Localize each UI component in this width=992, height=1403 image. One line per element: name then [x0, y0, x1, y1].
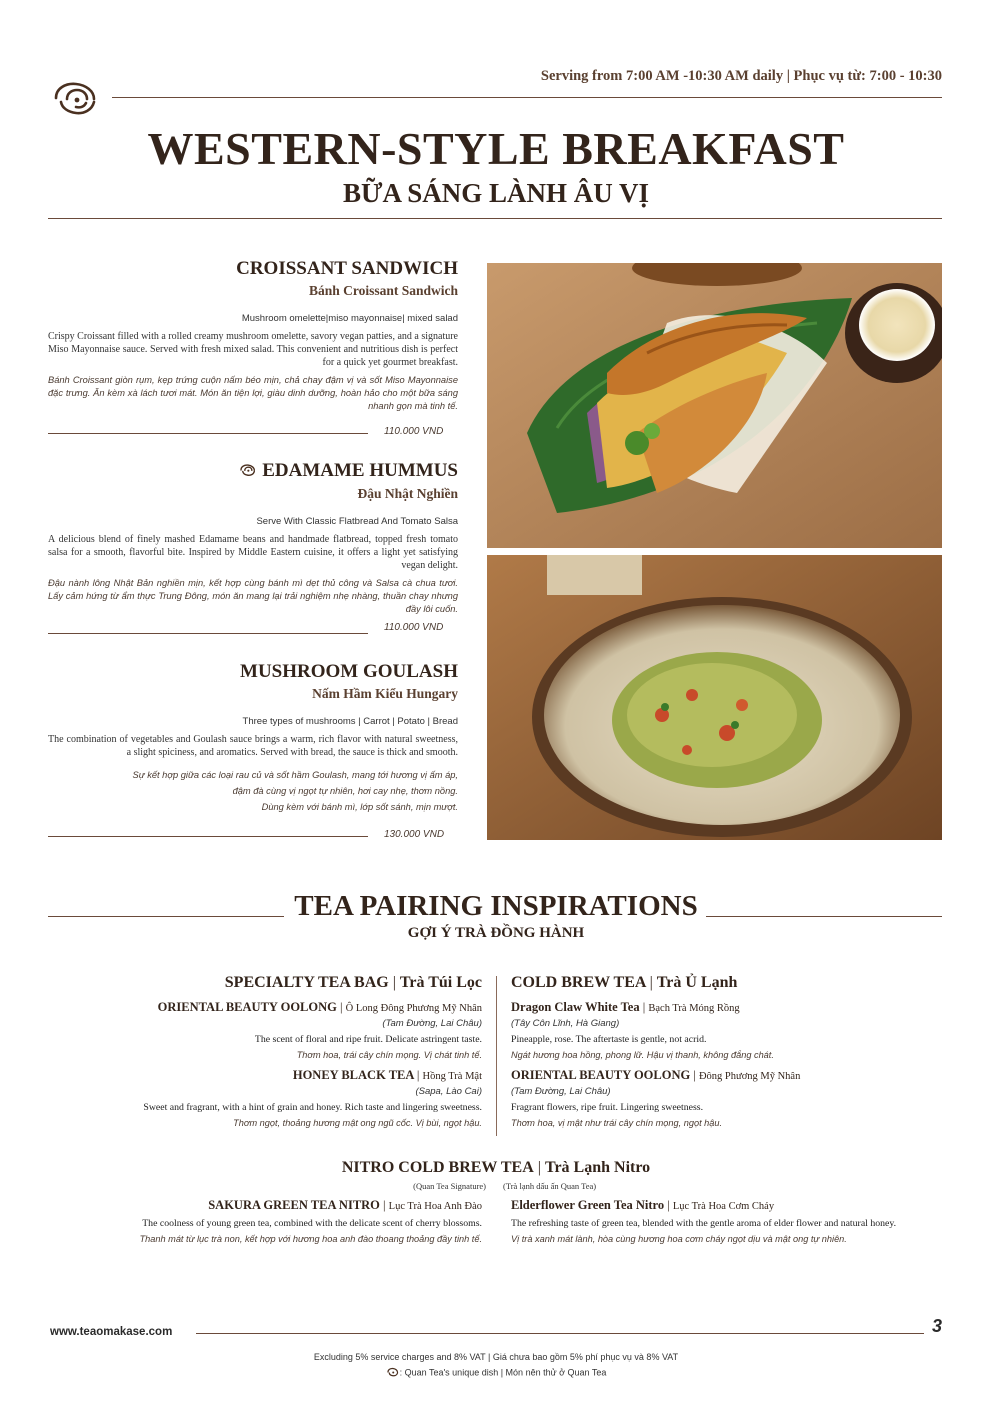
tea-description-vi: Vị trà xanh mát lành, hòa cùng hương hoa cơm cháy ngọt dịu và mật ong tự nhiên.: [511, 1234, 847, 1244]
tea-name: Dragon Claw White Tea | Bạch Trà Móng Rồng: [511, 1000, 740, 1014]
nitro-heading: NITRO COLD BREW TEA | Trà Lạnh Nitro: [341, 1159, 651, 1176]
signature-label-vi: (Trà lạnh dấu ấn Quan Tea): [503, 1181, 597, 1191]
tea-section-subtitle: GỢI Ý TRÀ ĐỒNG HÀNH: [407, 925, 585, 941]
service-charge-note: Excluding 5% service charges and 8% VAT | Giá chưa bao gồm 5% phí phục vụ và 8% VAT: [313, 1352, 679, 1362]
item-name-vi: Bánh Croissant Sandwich: [308, 283, 458, 298]
item-name-vi: Đậu Nhật Nghiền: [357, 485, 458, 501]
item-name: EDAMAME HUMMUS: [262, 460, 458, 481]
tea-name: HONEY BLACK TEA | Hồng Trà Mật: [292, 1068, 482, 1082]
goulash-photo: [487, 555, 942, 840]
desc-line: Dùng kèm với bánh mì, lớp sốt sánh, mịn mượt.: [261, 802, 458, 812]
price-rule: [48, 836, 368, 837]
page-subtitle: BỮA SÁNG LÀNH ÂU VỊ: [342, 178, 650, 208]
tea-description: Fragrant flowers, ripe fruit. Lingering sweetness.: [511, 1102, 704, 1113]
tea-origin: (Tây Côn Lĩnh, Hà Giang): [511, 1018, 620, 1029]
signature-dish-icon: [386, 1367, 400, 1379]
category-vi: Trà Ủ Lạnh: [656, 974, 738, 991]
tea-name-vi: Lục Trà Hoa Anh Đào: [388, 1201, 482, 1212]
category-en: SPECIALTY TEA BAG: [224, 974, 389, 991]
nitro-left-item: [48, 1198, 482, 1244]
signature-dish-icon: [238, 461, 258, 483]
tea-name: Elderflower Green Tea Nitro | Lục Trà Hoa Cơm Cháy: [511, 1198, 775, 1212]
signature-label-en: (Quan Tea Signature): [413, 1181, 486, 1191]
price-rule: [48, 433, 368, 434]
menu-item-edamame: [48, 460, 458, 616]
tea-origin: (Tam Đường, Lai Châu): [382, 1018, 482, 1029]
tea-description-vi: Ngát hương hoa hồng, phong lữ. Hậu vị thanh, không đắng chát.: [511, 1050, 774, 1060]
tea-name-vi: Lục Trà Hoa Cơm Cháy: [672, 1201, 775, 1212]
price-rule: [48, 633, 368, 634]
tea-description: The refreshing taste of green tea, blended with the gentle aroma of elder flower and natural honey.: [511, 1218, 897, 1229]
signature-note: [0, 1367, 992, 1379]
category-vi: Trà Lạnh Nitro: [544, 1159, 651, 1176]
tea-name: SAKURA GREEN TEA NITRO | Lục Trà Hoa Anh Đào: [208, 1198, 482, 1212]
tea-name-vi: Bạch Trà Móng Rồng: [648, 1003, 740, 1014]
menu-item-goulash: [48, 661, 458, 815]
tea-name-vi: Hồng Trà Mật: [422, 1071, 482, 1082]
desc-line: đậm đà cùng vị ngọt tự nhiên, hơi cay nhẹ, thơm nồng.: [232, 786, 458, 796]
specialty-tea-column: [48, 974, 482, 1128]
tea-origin: (Tam Đường, Lai Châu): [511, 1086, 611, 1097]
tea-name: ORIENTAL BEAUTY OOLONG | Ô Long Đông Phương Mỹ Nhân: [157, 1000, 482, 1014]
footer-rule: [196, 1333, 924, 1334]
tea-description: The scent of floral and ripe fruit. Delicate astringent taste.: [254, 1034, 482, 1045]
item-name: CROISSANT SANDWICH: [236, 258, 458, 279]
item-description: A delicious blend of finely mashed Edamame beans and handmade flatbread, topped fresh tomato salsa for a smooth, flavorful bite. Inspired by Middle Eastern cuisine, it offers a light yet satisfying vegan delight.: [48, 533, 458, 571]
tea-description: Sweet and fragrant, with a hint of grain and honey. Rich taste and lingering sweetness.: [143, 1102, 482, 1113]
item-subtitle: Three types of mushrooms | Carrot | Potato | Bread: [242, 716, 458, 727]
tea-name-vi: Ô Long Đông Phương Mỹ Nhân: [345, 1003, 482, 1014]
menu-item-croissant: [48, 258, 458, 413]
croissant-sandwich-photo: [487, 263, 942, 548]
item-description: Crispy Croissant filled with a rolled creamy mushroom omelette, savory vegan patties, and a signature Miso Mayonnaise sauce. Served with fresh mixed salad. This convenient and nutritious dish is perfect for a quick yet gourmet breakfast.: [48, 331, 458, 368]
item-subtitle: Mushroom omelette|miso mayonnaise| mixed salad: [241, 313, 458, 324]
column-divider: [496, 976, 497, 1136]
item-subtitle: Serve With Classic Flatbread And Tomato Salsa: [256, 515, 458, 527]
header-rule: [112, 97, 942, 98]
title-rule: [48, 218, 942, 219]
brand-logo-icon: [48, 78, 104, 118]
tea-name-vi: Đông Phương Mỹ Nhân: [698, 1071, 801, 1082]
category-vi: Trà Túi Lọc: [399, 974, 482, 991]
desc-line: Sự kết hợp giữa các loại rau củ và sốt hầm Goulash, mang tới hương vị ấm áp,: [132, 770, 458, 780]
page-title: WESTERN-STYLE BREAKFAST: [147, 123, 845, 174]
tea-description: Pineapple, rose. The aftertaste is gentle, not acrid.: [511, 1034, 707, 1045]
tea-description-vi: Thơm hoa, trái cây chín mọng. Vị chát tinh tế.: [296, 1050, 482, 1060]
page-number: 3: [932, 1316, 943, 1336]
tea-section-title: TEA PAIRING INSPIRATIONS: [294, 890, 698, 922]
serving-hours: Serving from 7:00 AM -10:30 AM daily | Phục vụ từ: 7:00 - 10:30: [540, 68, 942, 84]
category-en: COLD BREW TEA: [511, 974, 646, 991]
signature-note-text: : Quan Tea's unique dish | Món nên thử ở Quan Tea: [399, 1367, 607, 1378]
item-description-vi: Đậu nành lông Nhật Bản nghiền mịn, kết hợp cùng bánh mì dẹt thủ công và Salsa cà chua tươi. Lấy cảm hứng từ ẩm thực Trung Đông, món ăn mang lại trải nghiệm nhẹ nhàng, thuần chay nhưng đầy lôi cuốn.: [48, 577, 458, 614]
category-en: NITRO COLD BREW TEA: [341, 1159, 534, 1176]
tea-description: The coolness of young green tea, combined with the delicate scent of cherry blossoms.: [142, 1218, 482, 1229]
item-price: 110.000 VND: [384, 426, 444, 437]
website-link[interactable]: www.teaomakase.com: [50, 1326, 173, 1338]
tea-origin: (Sapa, Lào Cai): [415, 1086, 482, 1097]
tea-description-vi: Thanh mát từ lục trà non, kết hợp với hương hoa anh đào thoang thoảng đầy tinh tế.: [139, 1234, 482, 1244]
item-description-vi: [48, 767, 458, 815]
tea-description-vi: Thơm hoa, vị mật như trái cây chín mọng, ngọt hậu.: [511, 1118, 723, 1128]
item-description-vi: Bánh Croissant giòn rụm, kẹp trứng cuộn nấm béo mịn, chả chay đậm vị và sốt Miso Mayonnaise đặc trưng. Ăn kèm xà lách tươi mát. Món ăn tiện lợi, giàu dinh dưỡng, hoàn hảo cho một bữa sáng nhanh gọn mà tinh tế.: [48, 375, 458, 411]
item-name-vi: Nấm Hầm Kiểu Hungary: [312, 686, 458, 701]
cold-brew-column: [511, 974, 951, 1128]
category-title: COLD BREW TEA | Trà Ủ Lạnh: [511, 974, 738, 991]
item-name: MUSHROOM GOULASH: [240, 661, 458, 682]
tea-description-vi: Thơm ngọt, thoảng hương mật ong ngũ cốc. Vị bùi, ngọt hậu.: [233, 1118, 482, 1128]
item-price: 130.000 VND: [384, 829, 445, 840]
category-title: SPECIALTY TEA BAG | Trà Túi Lọc: [224, 974, 482, 991]
tea-name: ORIENTAL BEAUTY OOLONG | Đông Phương Mỹ Nhân: [511, 1068, 801, 1082]
item-price: 110.000 VND: [384, 622, 444, 633]
item-name-row: [48, 460, 458, 483]
nitro-right-item: [511, 1198, 951, 1244]
item-description: The combination of vegetables and Goulash sauce brings a warm, rich flavor with natural sweetness, a slight spiciness, and aromatics. Served with bread, the sauce is thick and smooth.: [48, 734, 458, 758]
